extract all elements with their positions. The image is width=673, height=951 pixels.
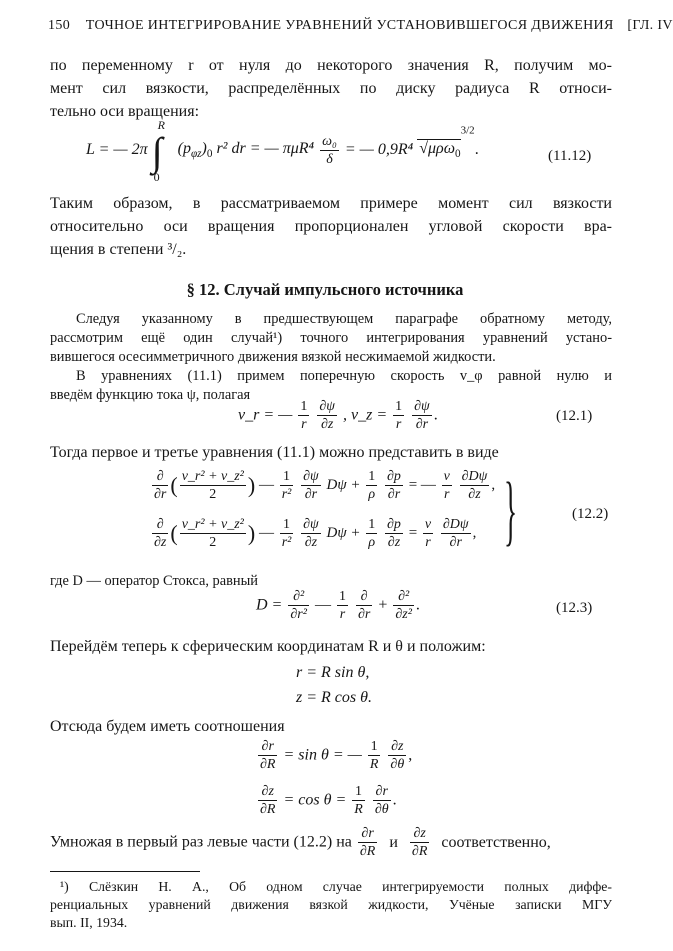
equation-12-2-row-2: $\frac{\partial}{\partial z}$ ( $\frac{\text{v\_r² + v\_z²}}{2}$ ) — $\frac{1}{\text{r²}}$ $\frac{\partial\psi}{\partial z}$ Dψ + $\frac{1}{\rho}$ $\frac{\partial p}{\partial z}$ = $\frac{\nu}{r}$ $\frac{\partial D\psi}{\partial r}$ , bbox=[154, 517, 477, 550]
section-heading: § 12. Случай импульсного источника bbox=[186, 280, 464, 299]
running-header bbox=[48, 18, 673, 34]
para2-line-2: введём функцию тока ψ, полагая bbox=[50, 387, 251, 403]
stokes-operator-line: где D — оператор Стокса, равный bbox=[50, 573, 258, 589]
para3-line: Тогда первое и третье уравнения (11.1) можно представить в виде bbox=[50, 444, 499, 461]
relations-line: Отсюда будем иметь соотношения bbox=[50, 718, 285, 735]
intro-line-2: мент сил вязкости, распределённых по диску радиуса R относи- bbox=[50, 80, 612, 97]
para1-line-1: Следуя указанному в предшествующем параграфе обратному методу, bbox=[76, 311, 612, 327]
para1-line-3: вившегося осесимметричного движения вязкой несжимаемой жидкости. bbox=[50, 349, 496, 365]
relation-row-1: $\frac{\partial r}{\partial R}$ = sin θ = — $\frac{1}{R}$ $\frac{\partial z}{\partial\theta}$ , bbox=[260, 739, 413, 772]
conclusion-line-1: Таким образом, в рассматриваемом примере момент сил вязкости bbox=[50, 195, 612, 212]
integrand: $(p_{\varphi z})_0$ r² dr = — πμR⁴ bbox=[177, 139, 315, 161]
sqrt-expression: √μρω$_0$ bbox=[419, 139, 461, 161]
equation-12-2-row-1: $\frac{\partial}{\partial r}$ ( $\frac{\text{v\_r² + v\_z²}}{2}$ ) — $\frac{1}{\text{r²}}$ $\frac{\partial\psi}{\partial r}$ Dψ + $\frac{1}{\rho}$ $\frac{\partial p}{\partial r}$ = — $\frac{\nu}{r}$ $\frac{\partial D\psi}{\partial z}$ , bbox=[154, 469, 496, 502]
equation-number-12-3: (12.3) bbox=[556, 600, 593, 616]
equation-number-11-12: (11.12) bbox=[548, 148, 592, 164]
omega-over-delta: $\frac{\text{ω₀}}{\delta}$ bbox=[322, 133, 337, 167]
para1-line-2: рассмотрим ещё один случай¹) точного интегрирования уравнений устано- bbox=[50, 330, 612, 346]
equation-number-12-2: (12.2) bbox=[572, 506, 609, 522]
exponent-three-halves: 3/2 bbox=[460, 124, 475, 137]
conclusion-line-2: относительно оси вращения пропорционален угловой скорости вра- bbox=[50, 218, 612, 235]
integral-sign: R ∫ 0 bbox=[151, 118, 165, 184]
conclusion-line-3: щения в степени ³/₂. bbox=[50, 241, 187, 258]
eq-11-12-lhs: L = — 2π bbox=[86, 141, 148, 158]
z-equals-R-cos-theta: z = R cos θ. bbox=[296, 689, 372, 706]
multiplication-line: Умножая в первый раз левые части (12.2) на $\frac{\partial r}{\partial R}$ и $\frac{\partial z}{\partial R}$ соответственно, bbox=[50, 826, 551, 859]
intro-line-3: тельно оси вращения: bbox=[50, 103, 200, 120]
spherical-coordinates-line: Перейдём теперь к сферическим координатам R и θ и положим: bbox=[50, 638, 486, 655]
eq-11-12-rhs: = — 0,9R⁴ bbox=[344, 141, 414, 158]
para2-line-1: В уравнениях (11.1) примем поперечную скорость v_φ равной нулю и bbox=[76, 368, 612, 384]
r-equals-R-sin-theta: r = R sin θ, bbox=[296, 664, 370, 681]
right-brace: } bbox=[504, 466, 518, 553]
footnote-rule bbox=[50, 871, 200, 872]
footnote-line-3: вып. II, 1934. bbox=[50, 915, 128, 930]
page-number: 150 bbox=[48, 18, 71, 33]
equation-number-12-1: (12.1) bbox=[556, 408, 593, 424]
running-title: ТОЧНОЕ ИНТЕГРИРОВАНИЕ УРАВНЕНИЙ УСТАНОВИВШЕГОСЯ ДВИЖЕНИЯ bbox=[85, 18, 614, 33]
footnote-line-1: ¹) Слёзкин Н. А., Об одном случае интегрируемости полных диффе- bbox=[60, 879, 612, 894]
equation-12-3: D = $\frac{\text{∂²}}{\text{∂r²}}$ — $\frac{1}{r}$ $\frac{\partial}{\partial r}$ + $\frac{\text{∂²}}{\text{∂z²}}$ . bbox=[256, 589, 420, 622]
integral-upper-limit: R bbox=[157, 118, 165, 132]
equation-12-1: v_r = — $\frac{1}{r}$ $\frac{\partial\psi}{\partial z}$ , v_z = $\frac{1}{r}$ $\frac{\partial\psi}{\partial r}$ . bbox=[238, 399, 438, 432]
equation-11-12: L = — 2π R ∫ 0 $(p_{\varphi z})_0$ r² dr = — πμR⁴ $\frac{\text{ω₀}}{\delta}$ = — 0,9R⁴ √μρω$_0^{3/2}$. bbox=[86, 118, 479, 184]
chapter-label: [ГЛ. IV bbox=[627, 18, 673, 33]
footnote-line-2: ренциальных уравнений движения вязкой жидкости, Учёные записки МГУ bbox=[50, 897, 612, 912]
intro-line-1: по переменному r от нуля до некоторого значения R, получим мо- bbox=[50, 57, 612, 74]
integral-lower-limit: 0 bbox=[153, 170, 160, 184]
relation-row-2: $\frac{\partial z}{\partial R}$ = cos θ = $\frac{1}{R}$ $\frac{\partial r}{\partial\theta}$ . bbox=[260, 784, 397, 817]
